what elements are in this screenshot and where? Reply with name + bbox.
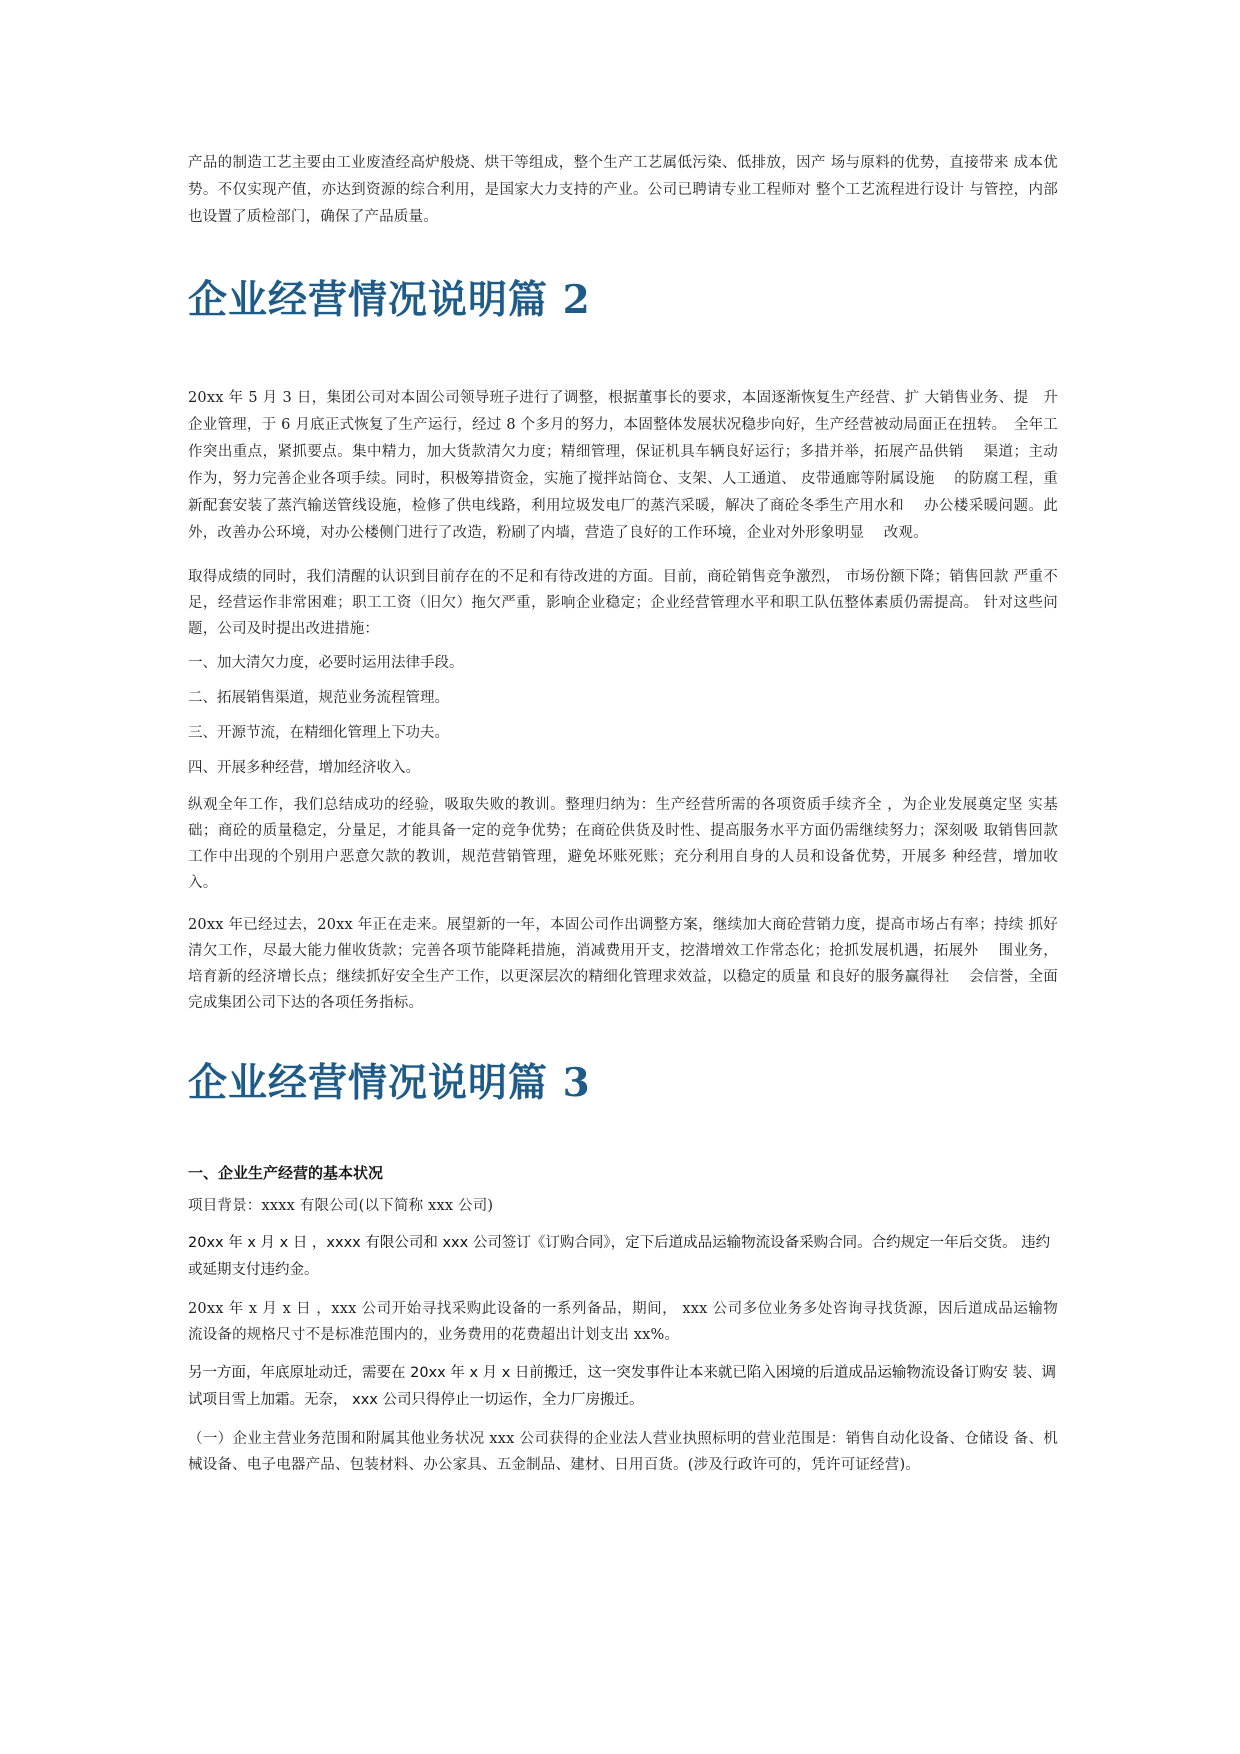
measure-item-2: 二、拓展销售渠道，规范业务流程管理。 <box>188 690 449 706</box>
business-scope-paragraph: （一）企业主营业务范围和附属其他业务状况 xxx 公司获得的企业法人营业执照标明的营业范围是：销售自动化设备、仓储设 备、机械设备、电子电器产品、包装材料、办公家具、五金制品、建材、日用百货。(涉及行政许可的，凭许可证经营)。 <box>188 1431 1058 1473</box>
contract-paragraph: 20xx 年 x 月 x 日 ，xxxx 有限公司和 xxx 公司签订《订购合同》，定下后道成品运输物流设备采购合同。合约规定一年后交货。 违约或延期支付违约金。 <box>188 1235 1051 1278</box>
measure-item-4: 四、开展多种经营，增加经济收入。 <box>188 760 420 776</box>
measure-item-3: 三、开源节流，在精细化管理上下功夫。 <box>188 725 449 741</box>
section-2-paragraph-2: 取得成绩的同时，我们清醒的认识到目前存在的不足和有待改进的方面。目前，商砼销售竞争激烈， 市场份额下降；销售回款 严重不足，经营运作非常困难；职工工资（旧欠）拖欠严重，影响企业稳定；企业经营管理水平和职工队伍整体素质仍需提高。 针对这些问题，公司及时提出改进措施： <box>188 569 1058 637</box>
section-2-paragraph-1: 20xx 年 5 月 3 日，集团公司对本固公司领导班子进行了调整，根据董事长的要求，本固逐渐恢复生产经营、扩 大销售业务、提 升企业管理，于 6 月底正式恢复了生产运行，经过 8 个多月的努力，本固整体发展状况稳步向好，生产经营被动局面正在扭转。 全年工作突出重点，紧抓要点。集中精力，加大货款清欠力度；精细管理，保证机具车辆良好运行；多措并举，拓展产品供销 渠道；主动作为，努力完善企业各项手续。同时，积极筹措资金，实施了搅拌站筒仓、支架、人工通道、 皮带通廊等附属设施 的防腐工程，重新配套安装了蒸汽输送管线设施，检修了供电线路，利用垃圾发电厂的蒸汽采暖，解决了商砼冬季生产用水和 办公楼采暖问题。此外，改善办公环境，对办公楼侧门进行了改造，粉刷了内墙，营造了良好的工作环境，企业对外形象明显 改观。 <box>188 390 1058 541</box>
section-3-title: 企业经营情况说明篇 3 <box>188 1060 591 1106</box>
relocation-paragraph: 另一方面，年底原址动迁，需要在 20xx 年 x 月 x 日前搬迁，这一突发事件让本来就已陷入困境的后道成品运输物流设备订购安 装、调试项目雪上加霜。无奈， xxx 公司只得停止一切运作，全力厂房搬迁。 <box>188 1365 1057 1408</box>
section-2-title: 企业经营情况说明篇 2 <box>188 277 591 323</box>
document-page <box>188 150 1058 1478</box>
procurement-paragraph: 20xx 年 x 月 x 日 ，xxx 公司开始寻找采购此设备的一系列备品，期间， xxx 公司多位业务多处咨询寻找货源，因后道成品运输物 流设备的规格尺寸不是标准范围内的，业务费用的花费超出计划支出 xx%。 <box>188 1301 1058 1343</box>
intro-paragraph: 产品的制造工艺主要由工业废渣经高炉般烧、烘干等组成，整个生产工艺属低污染、低排放，因产 场与原料的优势，直接带来 成本优势。不仅实现产值，亦达到资源的综合利用，是国家大力支持的产业。公司已聘请专业工程师对 整个工艺流程进行设计 与管控，内部也设置了质检部门，确保了产品质量。 <box>188 155 1058 225</box>
measure-item-1: 一、加大清欠力度，必要时运用法律手段。 <box>188 655 464 671</box>
section-2-paragraph-3: 纵观全年工作，我们总结成功的经验，吸取失败的教训。整理归纳为：生产经营所需的各项资质手续齐全 ，为企业发展奠定坚 实基础；商砼的质量稳定，分量足，才能具备一定的竞争优势；在商砼供货及时性、提高服务水平方面仍需继续努力；深刻吸 取销售回款工作中出现的个别用户恶意欠款的教训，规范营销管理，避免坏账死账；充分利用自身的人员和设备优势，开展多 种经营，增加收入。 <box>188 797 1058 891</box>
section-3-subtitle: 一、企业生产经营的基本状况 <box>188 1164 384 1182</box>
section-2-paragraph-4: 20xx 年已经过去，20xx 年正在走来。展望新的一年，本固公司作出调整方案，继续加大商砼营销力度，提高市场占有率；持续 抓好清欠工作，尽最大能力催收货款；完善各项节能降耗措施，消减费用开支，挖潜增效工作常态化；抢抓发展机遇，拓展外 围业务，培育新的经济增长点；继续抓好安全生产工作，以更深层次的精细化管理求效益，以稳定的质量 和良好的服务赢得社 会信誉，全面完成集团公司下达的各项任务指标。 <box>188 917 1058 1011</box>
project-background: 项目背景：xxxx 有限公司(以下简称 xxx 公司) <box>188 1198 494 1214</box>
